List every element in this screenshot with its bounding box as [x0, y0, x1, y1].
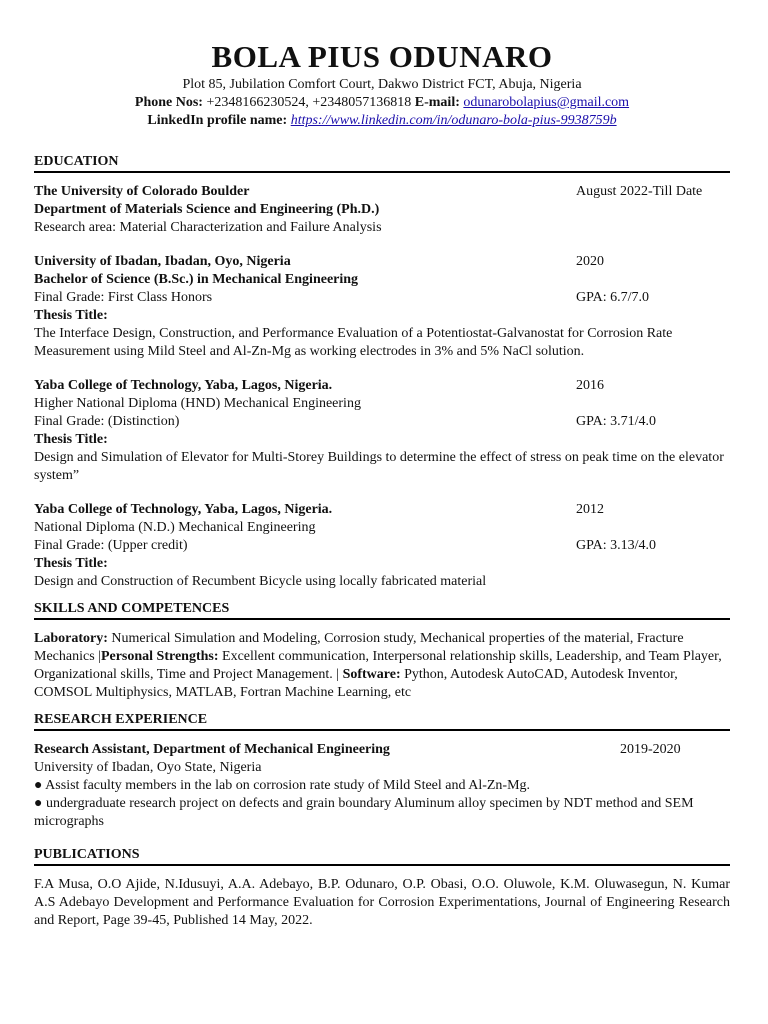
final-grade: Final Grade: (Distinction) — [34, 414, 180, 429]
thesis-label: Thesis Title: — [34, 308, 108, 323]
education-entry — [34, 377, 730, 485]
laboratory-label: Laboratory: — [34, 631, 108, 646]
degree: National Diploma (N.D.) Mechanical Engineering — [34, 520, 316, 535]
institution: The University of Colorado Boulder — [34, 184, 250, 199]
institution: Yaba College of Technology, Yaba, Lagos, Nigeria. — [34, 502, 333, 517]
linkedin-label: LinkedIn profile name: — [147, 113, 288, 128]
date: August 2022-Till Date — [576, 184, 703, 199]
software-text: Python, Autodesk AutoCAD, Autodesk Inventor, COMSOL Multiphysics, MATLAB, Fortran Machine Learning, etc — [34, 667, 678, 700]
final-grade: Final Grade: (Upper credit) — [34, 538, 188, 553]
software-label: Software: — [342, 667, 401, 682]
research-area: Research area: Material Characterization and Failure Analysis — [34, 220, 382, 235]
research-heading: RESEARCH EXPERIENCE — [34, 712, 730, 731]
thesis-title: Design and Construction of Recumbent Bicycle using locally fabricated material — [34, 574, 487, 589]
date: 2016 — [576, 378, 604, 393]
degree: Higher National Diploma (HND) Mechanical Engineering — [34, 396, 361, 411]
research-title: Research Assistant, Department of Mechanical Engineering — [34, 742, 390, 757]
gpa: GPA: 3.13/4.0 — [576, 538, 657, 553]
linkedin-line — [34, 112, 730, 130]
research-bullet: ● Assist faculty members in the lab on corrosion rate study of Mild Steel and Al-Zn-Mg. — [34, 778, 531, 793]
degree: Department of Materials Science and Engineering (Ph.D.) — [34, 202, 380, 217]
skills-heading: SKILLS AND COMPETENCES — [34, 601, 730, 620]
publications-heading: PUBLICATIONS — [34, 847, 730, 866]
linkedin-link[interactable]: https://www.linkedin.com/in/odunaro-bola-pius-9938759b — [290, 113, 617, 128]
research-bullet: ● undergraduate research project on defects and grain boundary Aluminum alloy specimen by NDT method and SEM micrographs — [34, 796, 694, 829]
thesis-label: Thesis Title: — [34, 556, 108, 571]
thesis-label: Thesis Title: — [34, 432, 108, 447]
laboratory-text: Numerical Simulation and Modeling, Corrosion study, Mechanical properties of the material, Fracture Mechanics | — [34, 631, 684, 664]
research-date: 2019-2020 — [620, 742, 681, 757]
publication-entry: F.A Musa, O.O Ajide, N.Idusuyi, A.A. Adebayo, B.P. Odunaro, O.P. Obasi, O.O. Oluwole, K.M. Oluwasegun, N. Kumar A.S Adebayo Development and Performance Evaluation for Corrosion Experimentations, Journal of Engineering Research and Report, Page 39-45, Published 14 May, 2022. — [34, 877, 730, 928]
research-place: University of Ibadan, Oyo State, Nigeria — [34, 760, 262, 775]
research-entry — [34, 741, 730, 831]
thesis-title: The Interface Design, Construction, and Performance Evaluation of a Potentiostat-Galvanostat for Corrosion Rate Measurement using Mild Steel and Al-Zn-Mg as working electrodes in 3% and 5% NaCl solution. — [34, 326, 673, 359]
final-grade: Final Grade: First Class Honors — [34, 290, 213, 305]
email-label: E-mail: — [414, 95, 460, 110]
phone-label: Phone Nos: — [134, 95, 203, 110]
thesis-title: Design and Simulation of Elevator for Multi-Storey Buildings to determine the effect of stress on peak time on the elevator system” — [34, 450, 724, 483]
candidate-name: BOLA PIUS ODUNARO — [211, 39, 553, 74]
address: Plot 85, Jubilation Comfort Court, Dakwo District FCT, Abuja, Nigeria — [182, 77, 582, 92]
skills-block — [34, 630, 730, 702]
organizational-text: Organizational skills, Time and Project Management. | — [34, 667, 343, 682]
education-heading: EDUCATION — [34, 154, 730, 173]
education-entry — [34, 501, 730, 591]
education-entry — [34, 253, 730, 361]
strengths-text: Excellent communication, Interpersonal relationship skills, Leadership, and Team Player, — [218, 649, 722, 664]
education-entry — [34, 183, 730, 237]
phone-numbers: +2348166230524, +2348057136818 — [206, 95, 412, 110]
resume-page — [34, 0, 730, 930]
gpa: GPA: 3.71/4.0 — [576, 414, 657, 429]
gpa: GPA: 6.7/7.0 — [576, 290, 650, 305]
date: 2012 — [576, 502, 604, 517]
date: 2020 — [576, 254, 604, 269]
institution: Yaba College of Technology, Yaba, Lagos, Nigeria. — [34, 378, 333, 393]
institution: University of Ibadan, Ibadan, Oyo, Nigeria — [34, 254, 291, 269]
email-link[interactable]: odunarobolapius@gmail.com — [463, 95, 630, 110]
phone-email-line — [34, 94, 730, 112]
degree: Bachelor of Science (B.Sc.) in Mechanical Engineering — [34, 272, 359, 287]
strengths-label: Personal Strengths: — [100, 649, 219, 664]
